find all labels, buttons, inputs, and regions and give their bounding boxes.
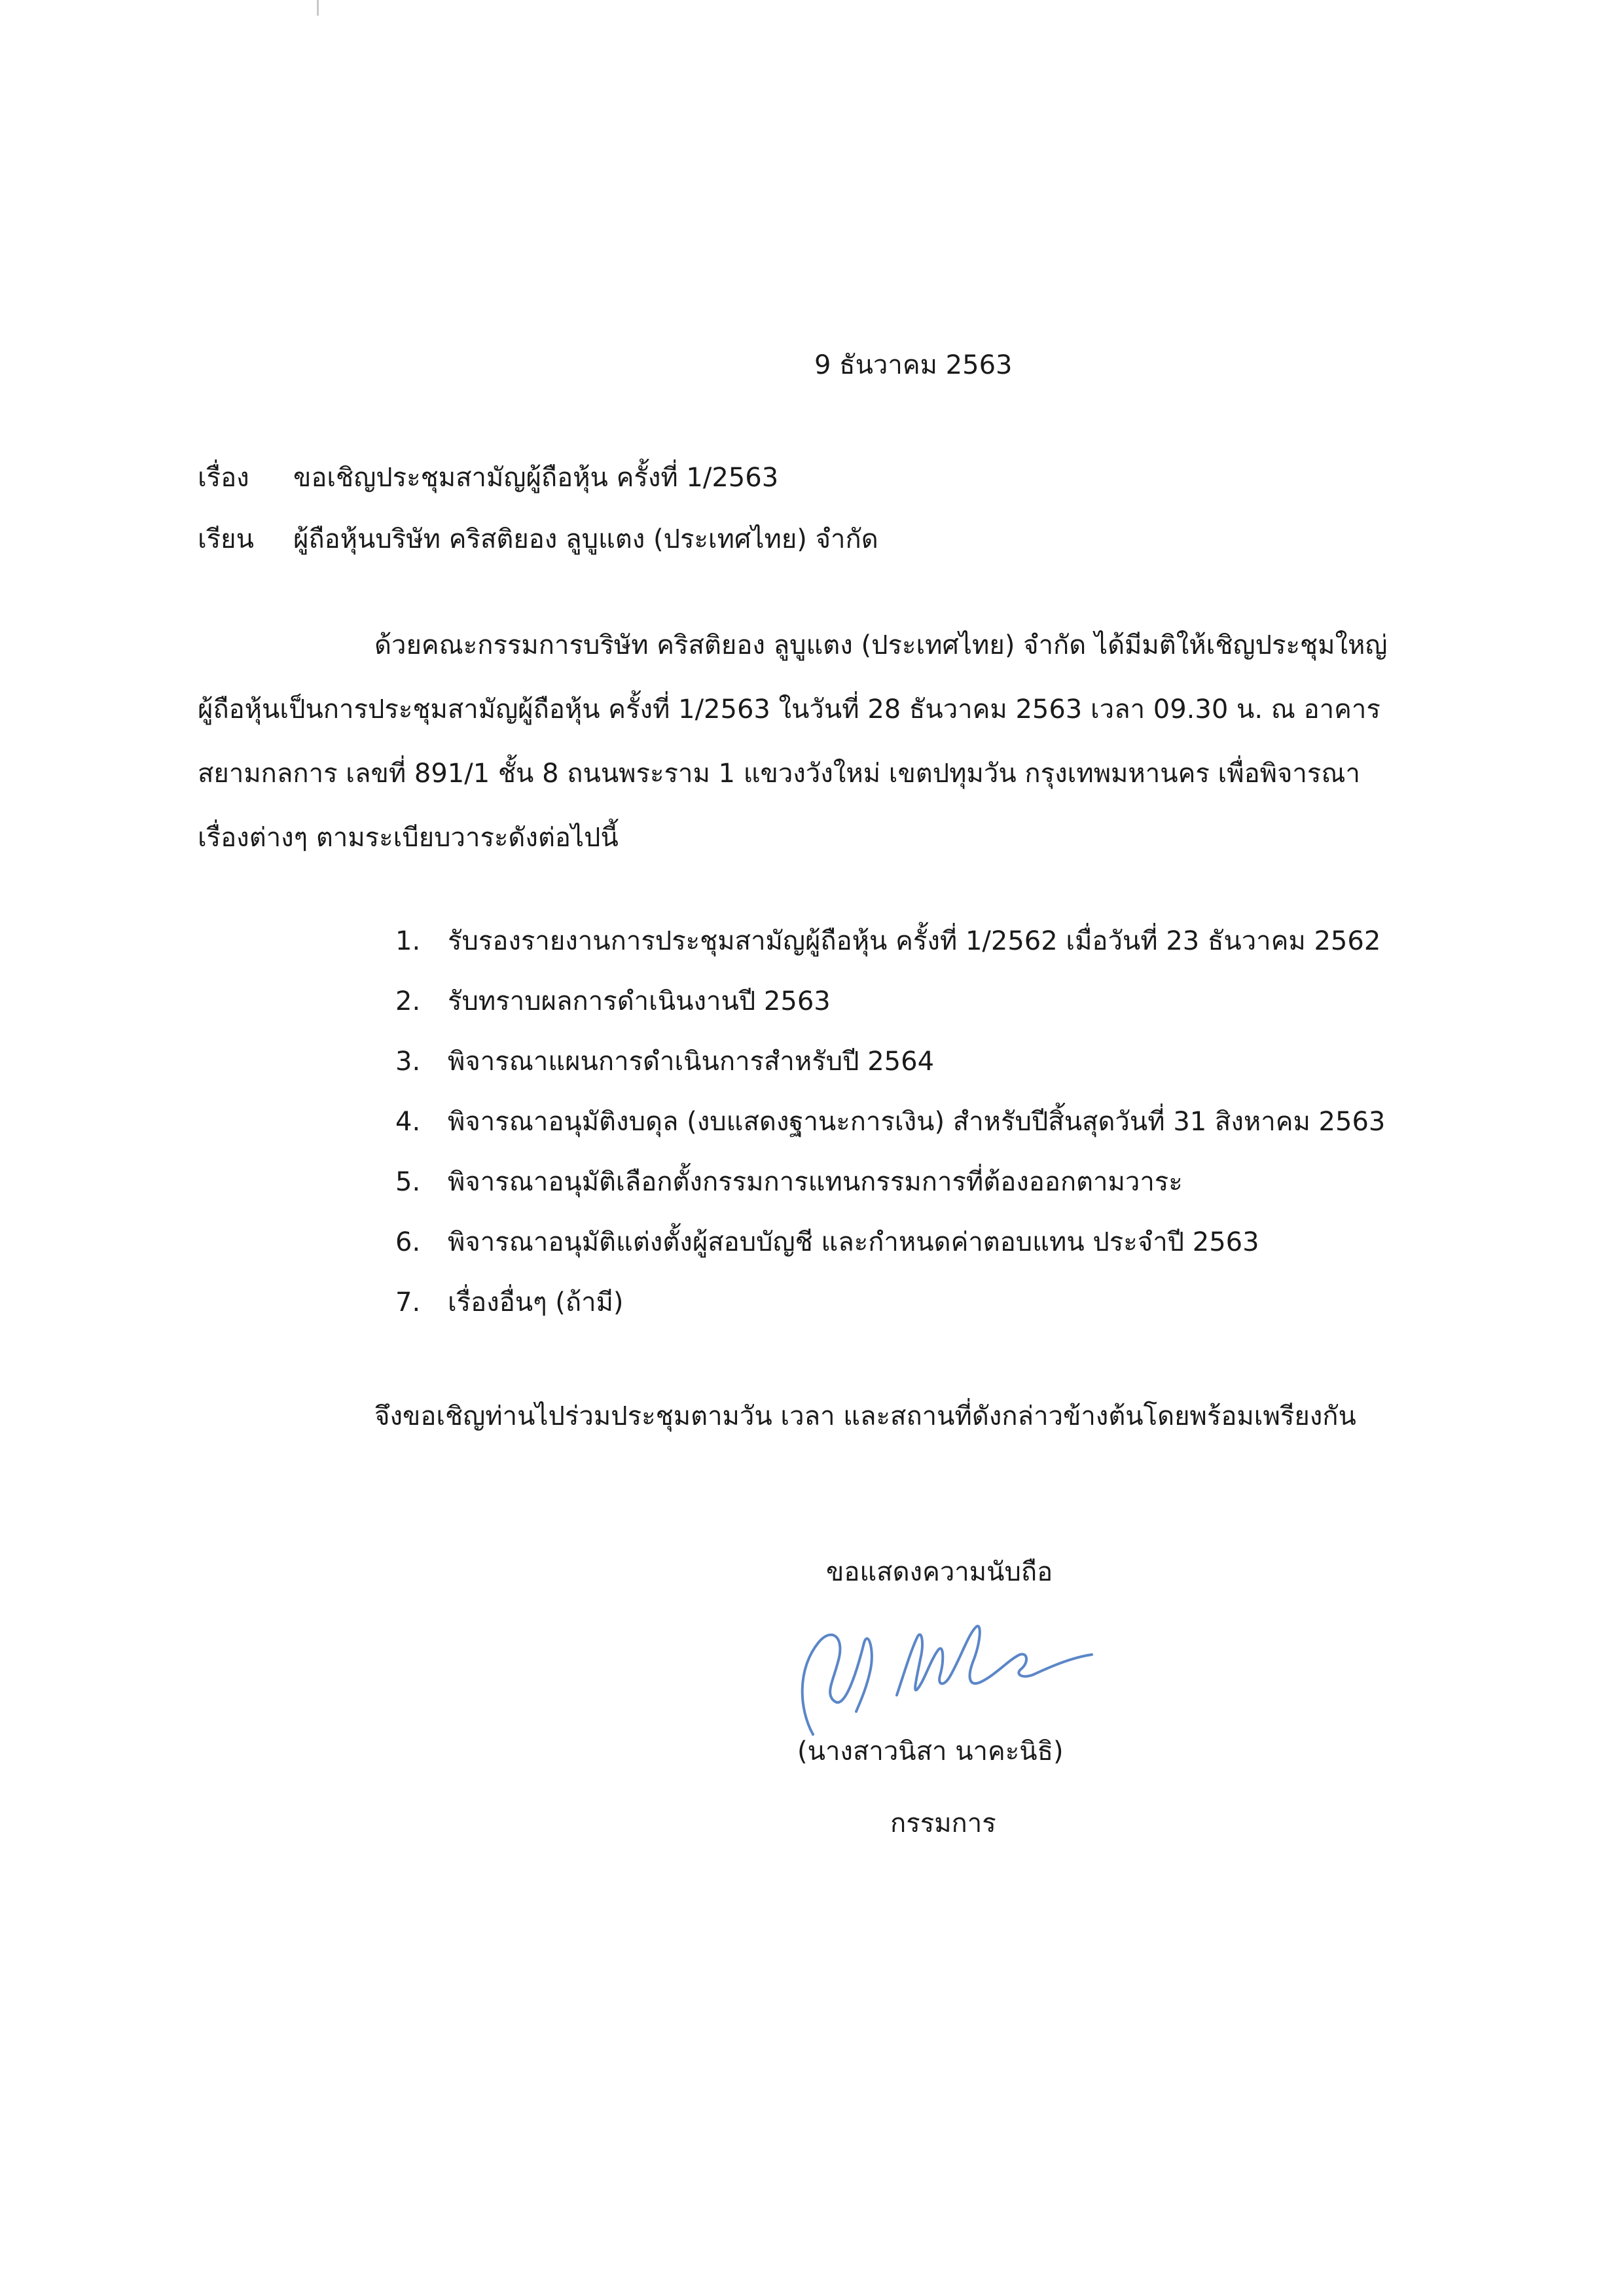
subject-text: ขอเชิญประชุมสามัญผู้ถือหุ้น ครั้งที่ 1/2563 bbox=[293, 463, 779, 493]
agenda-item bbox=[395, 1224, 1385, 1284]
agenda-item-number: 7. bbox=[395, 1287, 421, 1318]
closing-sentence: จึงขอเชิญท่านไปร่วมประชุมตามวัน เวลา และสถานที่ดังกล่าวข้างต้นโดยพร้อมเพรียงกัน bbox=[374, 1401, 1356, 1431]
complimentary-close: ขอแสดงความนับถือ bbox=[826, 1557, 1053, 1587]
letter-date: 9 ธันวาคม 2563 bbox=[814, 350, 1013, 380]
body-line-1: ด้วยคณะกรรมการบริษัท คริสติยอง ลูบูแตง (ประเทศไทย) จำกัด ได้มีมติให้เชิญประชุมใหญ่ bbox=[374, 630, 1388, 660]
recipient-label: เรียน bbox=[198, 524, 254, 554]
agenda-item bbox=[395, 1284, 1385, 1344]
agenda-item bbox=[395, 1164, 1385, 1224]
body-line-2: ผู้ถือหุ้นเป็นการประชุมสามัญผู้ถือหุ้น ครั้งที่ 1/2563 ในวันที่ 28 ธันวาคม 2563 เวลา 09.30 น. ณ อาคาร bbox=[198, 694, 1380, 725]
agenda-item-number: 3. bbox=[395, 1047, 421, 1077]
agenda-item-number: 5. bbox=[395, 1167, 421, 1197]
agenda-item-number: 4. bbox=[395, 1107, 421, 1137]
agenda-item-text: พิจารณาอนุมัติแต่งตั้งผู้สอบบัญชี และกำหนดค่าตอบแทน ประจำปี 2563 bbox=[448, 1227, 1259, 1257]
agenda-item bbox=[395, 983, 1385, 1043]
agenda-item-number: 6. bbox=[395, 1227, 421, 1257]
body-line-4: เรื่องต่างๆ ตามระเบียบวาระดังต่อไปนี้ bbox=[198, 823, 619, 853]
agenda-item-text: รับทราบผลการดำเนินงานปี 2563 bbox=[448, 986, 831, 1016]
agenda-item bbox=[395, 1043, 1385, 1103]
agenda-item-text: พิจารณาอนุมัติเลือกตั้งกรรมการแทนกรรมการที่ต้องออกตามวาระ bbox=[448, 1167, 1183, 1197]
signer-position: กรรมการ bbox=[890, 1808, 996, 1839]
agenda-item-text: พิจารณาแผนการดำเนินการสำหรับปี 2564 bbox=[448, 1047, 935, 1077]
agenda-item-text: รับรองรายงานการประชุมสามัญผู้ถือหุ้น ครั้งที่ 1/2562 เมื่อวันที่ 23 ธันวาคม 2562 bbox=[448, 926, 1381, 956]
handwritten-signature bbox=[772, 1597, 1113, 1748]
agenda-list bbox=[395, 923, 1385, 1344]
agenda-item-text: เรื่องอื่นๆ (ถ้ามี) bbox=[448, 1287, 624, 1318]
agenda-item-number: 1. bbox=[395, 926, 421, 956]
agenda-item bbox=[395, 1103, 1385, 1164]
agenda-item bbox=[395, 923, 1385, 983]
subject-label: เรื่อง bbox=[198, 463, 249, 493]
agenda-item-number: 2. bbox=[395, 986, 421, 1016]
scan-artifact-mark bbox=[317, 0, 319, 16]
recipient-text: ผู้ถือหุ้นบริษัท คริสติยอง ลูบูแตง (ประเทศไทย) จำกัด bbox=[293, 524, 878, 554]
agenda-item-text: พิจารณาอนุมัติงบดุล (งบแสดงฐานะการเงิน) สำหรับปีสิ้นสุดวันที่ 31 สิงหาคม 2563 bbox=[448, 1107, 1386, 1137]
body-line-3: สยามกลการ เลขที่ 891/1 ชั้น 8 ถนนพระราม 1 แขวงวังใหม่ เขตปทุมวัน กรุงเทพมหานคร เพื่อพิจารณา bbox=[198, 759, 1360, 789]
signer-name: (นางสาวนิสา นาคะนิธิ) bbox=[797, 1736, 1064, 1767]
